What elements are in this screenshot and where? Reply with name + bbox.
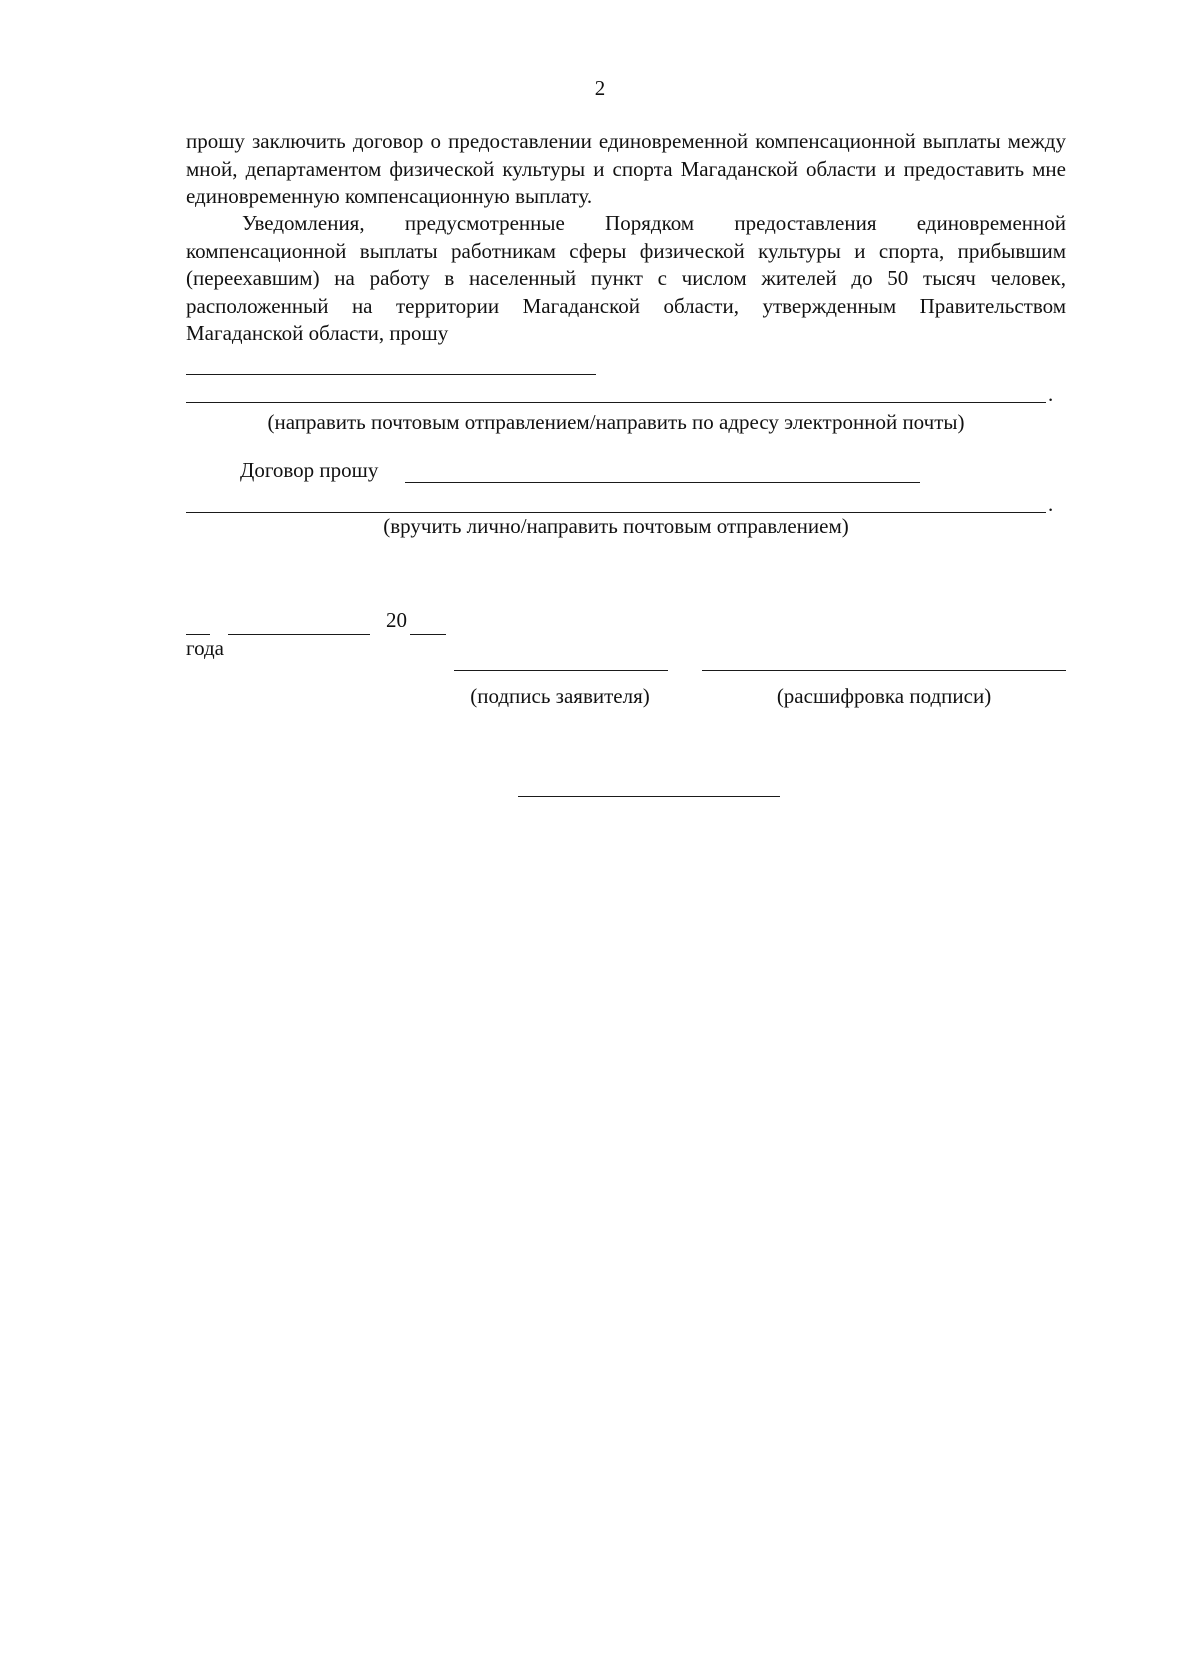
date-year-word: года xyxy=(186,636,224,660)
page-number: 2 xyxy=(594,76,606,100)
contract-period: . xyxy=(1048,492,1054,516)
signature-caption: (подпись заявителя) xyxy=(470,684,650,708)
notification-fill-line-1[interactable] xyxy=(186,374,596,375)
notification-hint: (направить почтовым отправлением/направить по адресу электронной почты) xyxy=(267,410,965,434)
contract-hint: (вручить лично/направить почтовым отправлением) xyxy=(383,514,849,538)
signature-line[interactable] xyxy=(454,670,668,671)
date-month-line[interactable] xyxy=(228,634,370,635)
contract-fill-line-2[interactable] xyxy=(186,512,1046,513)
end-divider xyxy=(518,796,780,797)
contract-label: Договор прошу xyxy=(240,458,379,482)
notification-period: . xyxy=(1048,382,1054,406)
signature-decoding-line[interactable] xyxy=(702,670,1066,671)
date-day-line[interactable] xyxy=(186,634,210,635)
contract-fill-line-1[interactable] xyxy=(405,482,920,483)
date-year-line[interactable] xyxy=(410,634,446,635)
notification-paragraph: Уведомления, предусмотренные Порядком предоставления единовременной компенсационной выплаты работникам сферы физической культуры и спорта, прибывшим (переехавшим) на работу в населенный пункт с числом жителей до 50 тысяч человек, расположенный на территории Магаданской области, утвержденным Правительством Магаданской области, прошу xyxy=(186,211,1066,345)
date-year-prefix: 20 xyxy=(386,608,407,632)
signature-decoding-caption: (расшифровка подписи) xyxy=(776,684,992,708)
notification-fill-line-2[interactable] xyxy=(186,402,1046,403)
request-paragraph: прошу заключить договор о предоставлении единовременной компенсационной выплаты между мной, департаментом физической культуры и спорта Магаданской области и предоставить мне единовременную компенсационную выплату. xyxy=(186,129,1066,208)
